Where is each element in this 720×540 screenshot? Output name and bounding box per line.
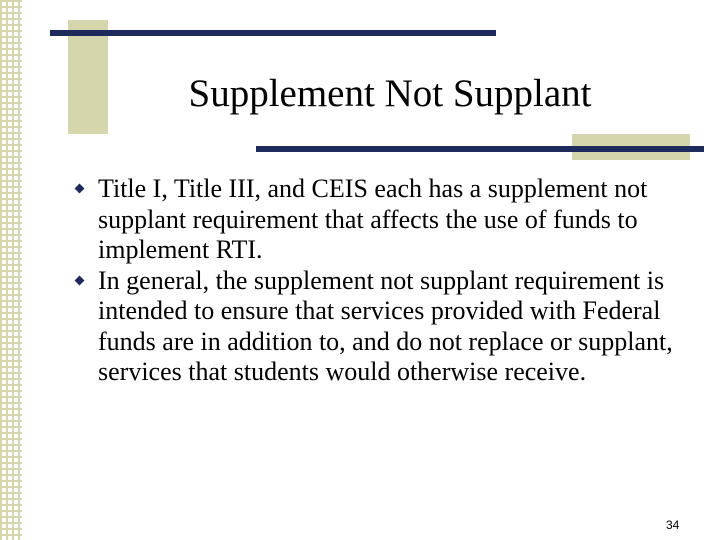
diamond-bullet-icon (75, 275, 85, 285)
title-top-left-block (68, 20, 108, 134)
diamond-bullet-icon (75, 184, 85, 194)
page-number: 34 (666, 518, 680, 532)
bullet-text-2: In general, the supplement not supplant requirement is intended to ensure that services provided with Federal funds are in addition to, and do not replace or supplant, services that students would otherwise receive. (98, 265, 673, 386)
title-bottom-rule (256, 146, 704, 152)
bullet-item-1 (74, 174, 674, 266)
bullet-item-2 (74, 266, 674, 388)
slide-title: Supplement Not Supplant (188, 72, 592, 115)
bullet-list (74, 174, 674, 388)
title-top-rule (50, 30, 496, 36)
left-grid-strip (0, 0, 22, 540)
bullet-text-1: Title I, Title III, and CEIS each has a supplement not supplant requirement that affects the use of funds to implement RTI. (98, 174, 648, 264)
